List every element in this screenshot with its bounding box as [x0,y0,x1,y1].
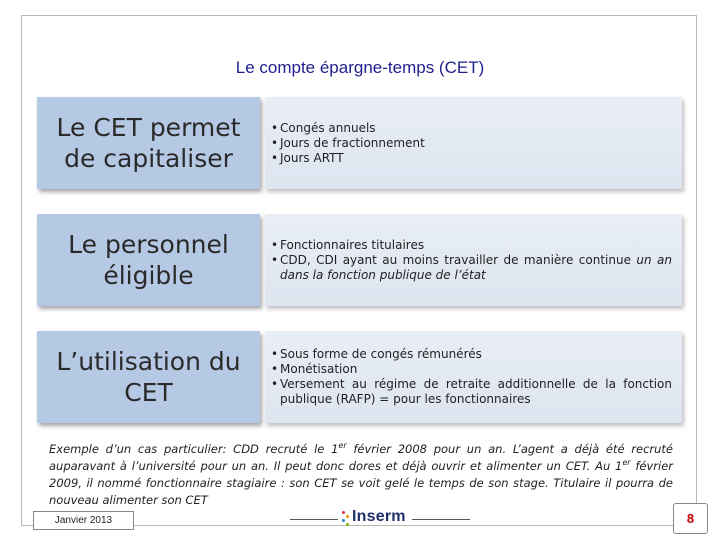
bullet-item [265,253,672,283]
row-heading: Le CET permet de capitaliser [37,97,260,189]
bullet-item: • Fonctionnaires titulaires [265,238,672,253]
bullet-text: CDD, CDI ayant au moins travailler de manière continue [280,252,637,267]
row-utilisation [37,331,682,423]
row-bullets [265,214,682,306]
page-number: 8 [673,503,708,534]
row-heading: L’utilisation du CET [37,331,260,423]
note-superscript: er [338,441,347,451]
bullet-item: • Jours ARTT [265,151,672,166]
row-capitaliser [37,97,682,189]
note-text: Exemple d’un cas particulier: CDD recruté le 1 [49,442,339,456]
logo-line-right [412,519,470,520]
row-bullets [265,331,682,423]
logo-dots-icon [342,511,350,527]
logo-text: Inserm [352,508,406,525]
bullet-item: • Monétisation [265,362,672,377]
logo-line-left [290,519,338,520]
example-note [49,441,673,509]
note-text: février 2008 pour un an. L’agent a déjà été recruté auparavant à l’université pour un an. Il peut donc dores et déjà ouvrir et alimenter un CET. Au 1 [49,442,673,473]
bullet-item: • Sous forme de congés rémunérés [265,347,672,362]
bullet-item: • Versement au régime de retraite additionnelle de la fonction publique (RAFP) = pour les fonctionnaires [265,377,672,407]
row-heading: Le personnel éligible [37,214,260,306]
note-text: février 2009, il nommé fonctionnaire stagiaire : son CET se voit gelé le temps de son stage. Titulaire il pourra de nouveau alimenter son CET [49,459,674,507]
bullet-item: • Congés annuels [265,121,672,136]
inserm-logo [290,508,470,530]
note-superscript: er [622,458,631,468]
row-bullets [265,97,682,189]
bullet-item: • Jours de fractionnement [265,136,672,151]
row-personnel [37,214,682,306]
footer-date: Janvier 2013 [33,511,134,530]
bullet-italic-text: un an dans la fonction publique de l’état [280,252,673,282]
slide-title: Le compte épargne-temps (CET) [235,58,485,77]
